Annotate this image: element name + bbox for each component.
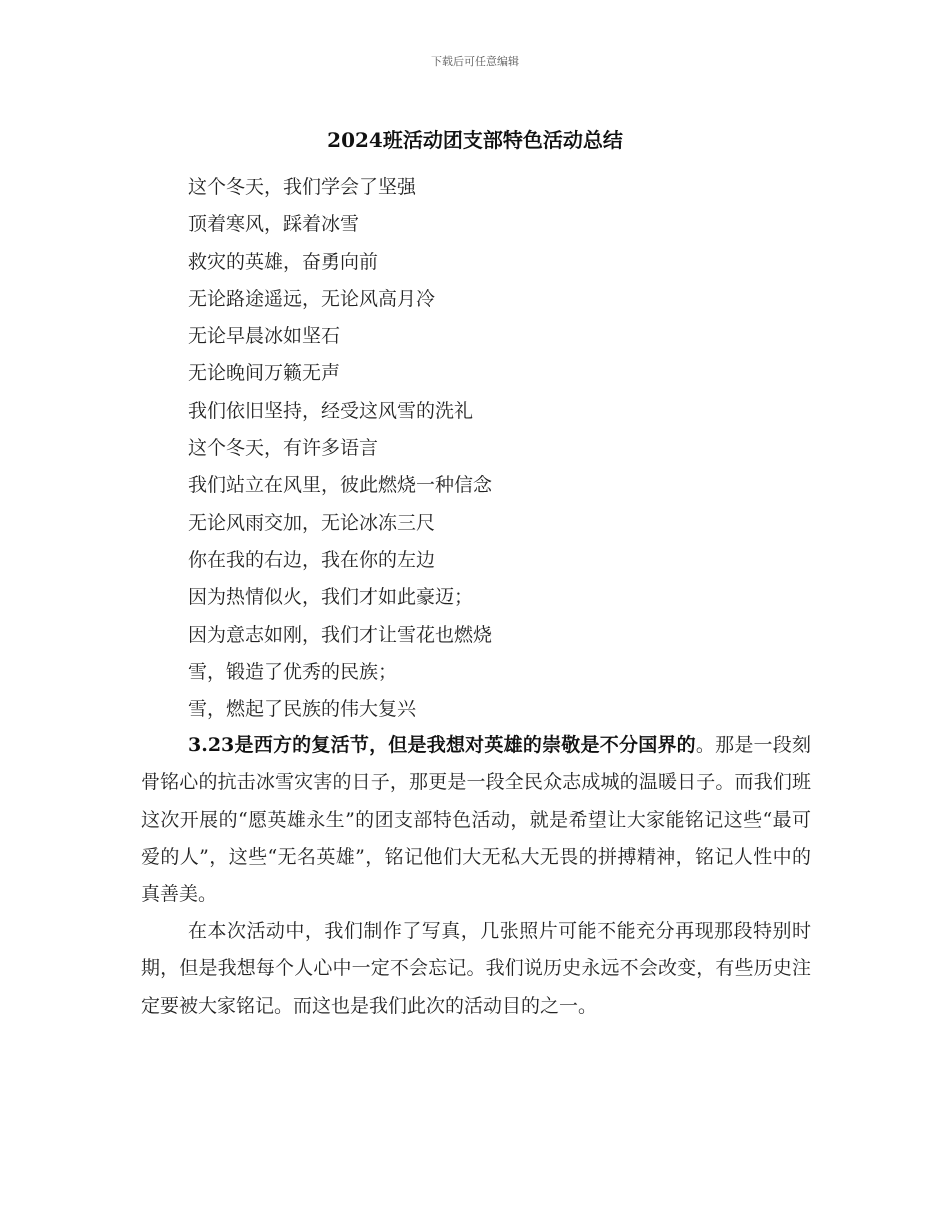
document-title: 2024班活动团支部特色活动总结 [327, 128, 623, 152]
poem-line: 顶着寒风，踩着冰雪 [188, 213, 360, 236]
poem-line: 因为热情似火，我们才如此豪迈； [188, 586, 474, 609]
poem-line: 这个冬天，我们学会了坚强 [188, 176, 417, 198]
poem [188, 169, 492, 728]
poem-line: 无论风雨交加，无论冰冻三尺 [188, 511, 436, 534]
paragraph-continuation: 。那是一段刻骨铭心的抗击冰雪灾害的日子，那更是一段全民众志成城的温暖日子。而我们班这次开展的“愿英雄永生”的团支部特色活动，就是希望让大家能铭记这些“最可爱的人”，这些“无名英雄”，铭记他们大无私大无畏的拼搏精神，铭记人性中的真善美。 [141, 734, 811, 906]
poem-line: 无论早晨冰如坚石 [188, 325, 341, 348]
poem-line: 无论晚间万籁无声 [188, 362, 341, 385]
poem-line: 无论路途遥远，无论风高月冷 [188, 287, 436, 310]
poem-line: 你在我的右边，我在你的左边 [188, 548, 436, 571]
paragraph-easter [141, 727, 811, 913]
poem-line: 这个冬天，有许多语言 [188, 437, 379, 460]
poem-line: 我们站立在风里，彼此燃烧一种信念 [188, 474, 493, 497]
poem-line: 救灾的英雄，奋勇向前 [188, 250, 379, 273]
poem-line: 因为意志如刚，我们才让雪花也燃烧 [188, 623, 493, 646]
header-note: 下载后可任意编辑 [431, 55, 519, 68]
poem-line: 雪，锻造了优秀的民族； [188, 660, 398, 683]
bold-lead-sentence: 3.23是西方的复活节，但是我想对英雄的崇敬是不分国界的 [188, 734, 696, 756]
poem-line: 雪，燃起了民族的伟大复兴 [188, 698, 417, 721]
paragraph-text [141, 727, 811, 913]
paragraph-activity [141, 913, 811, 1025]
paragraph-text: 在本次活动中，我们制作了写真，几张照片可能不能充分再现那段特别时期，但是我想每个人心中一定不会忘记。我们说历史永远不会改变，有些历史注定要被大家铭记。而这也是我们此次的活动目的之一。 [141, 920, 811, 1017]
poem-line: 我们依旧坚持，经受这风雪的洗礼 [188, 399, 474, 422]
